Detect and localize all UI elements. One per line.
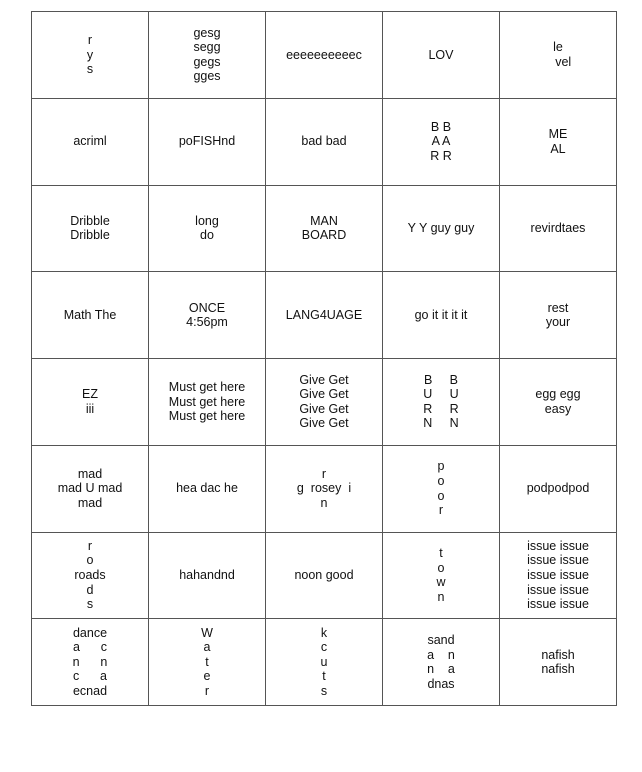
puzzle-cell-text: Give Get Give Get Give Get Give Get [299, 372, 349, 431]
puzzle-cell [500, 533, 617, 620]
puzzle-cell [32, 446, 149, 533]
puzzle-cell [266, 619, 383, 706]
puzzle-cell-text: issue issue issue issue issue issue issue issue issue issue [527, 538, 589, 612]
puzzle-cell [383, 533, 500, 620]
puzzle-cell-text: egg egg easy [535, 387, 581, 416]
puzzle-cell [149, 533, 266, 620]
puzzle-cell-text: acriml [73, 134, 107, 149]
puzzle-cell [266, 359, 383, 446]
puzzle-cell-text: p o o r [437, 459, 445, 518]
puzzle-cell [32, 12, 149, 99]
puzzle-cell [149, 446, 266, 533]
puzzle-cell-text: r o roads d s [74, 538, 106, 612]
puzzle-cell [149, 186, 266, 273]
puzzle-cell [500, 619, 617, 706]
puzzle-cell-text: dance a c n n c a ecnad [72, 625, 108, 699]
puzzle-cell [383, 619, 500, 706]
puzzle-cell-text: t o w n [436, 546, 446, 604]
puzzle-cell [383, 272, 500, 359]
puzzle-cell-text: long do [195, 213, 219, 243]
puzzle-cell-text: revirdtaes [530, 221, 586, 236]
puzzle-cell [266, 446, 383, 533]
puzzle-cell-text: go it it it it [414, 307, 468, 322]
puzzle-cell-text: poFISHnd [178, 134, 236, 149]
puzzle-cell [266, 533, 383, 620]
puzzle-cell-text: Dribble Dribble [70, 213, 110, 243]
puzzle-cell [149, 99, 266, 186]
puzzle-cell-text: sand a n n a dnas [427, 632, 455, 691]
puzzle-cell [32, 359, 149, 446]
puzzle-cell-text: k c u t s [320, 625, 328, 699]
puzzle-cell [500, 186, 617, 273]
puzzle-cell-text: eeeeeeeeeec [286, 47, 362, 62]
puzzle-cell-text: LOV [428, 47, 454, 62]
puzzle-cell [149, 12, 266, 99]
puzzle-cell-text: le vel [553, 40, 572, 69]
puzzle-cell-text: ME AL [548, 127, 568, 156]
puzzle-cell [32, 99, 149, 186]
puzzle-cell-text: EZ iii [82, 387, 98, 416]
puzzle-cell [32, 533, 149, 620]
puzzle-cell [500, 99, 617, 186]
puzzle-cell [383, 186, 500, 273]
puzzle-cell-text: noon good [294, 568, 354, 583]
puzzle-cell [149, 272, 266, 359]
puzzle-cell [149, 359, 266, 446]
puzzle-cell-text: r g rosey i n [296, 466, 352, 510]
puzzle-cell-text: r y s [86, 32, 94, 77]
puzzle-cell [383, 12, 500, 99]
puzzle-cell-text: B B A A R R [430, 119, 452, 163]
puzzle-cell [383, 446, 500, 533]
puzzle-cell [266, 186, 383, 273]
puzzle-cell-text: Must get here Must get here Must get here [168, 379, 246, 424]
puzzle-cell [500, 359, 617, 446]
puzzle-cell [500, 446, 617, 533]
puzzle-cell [266, 272, 383, 359]
puzzle-cell [383, 99, 500, 186]
puzzle-cell-text: rest your [545, 300, 571, 330]
puzzle-cell-text: gesg segg gegs gges [193, 25, 221, 84]
puzzle-cell-text: bad bad [301, 134, 347, 149]
puzzle-cell-text: B B U U R R N N [423, 372, 459, 431]
puzzle-cell-text: ONCE 4:56pm [186, 300, 228, 330]
puzzle-cell-text: Math The [63, 307, 117, 322]
puzzle-cell [383, 359, 500, 446]
puzzle-cell-text: hahandnd [179, 568, 235, 583]
puzzle-cell-text: Y Y guy guy [407, 221, 475, 236]
puzzle-cell [266, 99, 383, 186]
puzzle-cell [32, 186, 149, 273]
puzzle-cell-text: hea dac he [176, 481, 238, 496]
puzzle-cell [500, 272, 617, 359]
puzzle-cell [266, 12, 383, 99]
puzzle-cell-text: podpodpod [526, 481, 590, 496]
puzzle-cell-text: LANG4UAGE [285, 307, 363, 322]
puzzle-cell-text: nafish nafish [541, 647, 575, 677]
puzzle-cell [32, 619, 149, 706]
puzzle-cell [149, 619, 266, 706]
puzzle-cell [32, 272, 149, 359]
puzzle-cell [500, 12, 617, 99]
rebus-puzzle-grid [31, 11, 617, 706]
puzzle-cell-text: mad mad U mad mad [57, 466, 123, 510]
puzzle-cell-text: MAN BOARD [301, 213, 347, 243]
puzzle-cell-text: W a t e r [201, 625, 213, 699]
